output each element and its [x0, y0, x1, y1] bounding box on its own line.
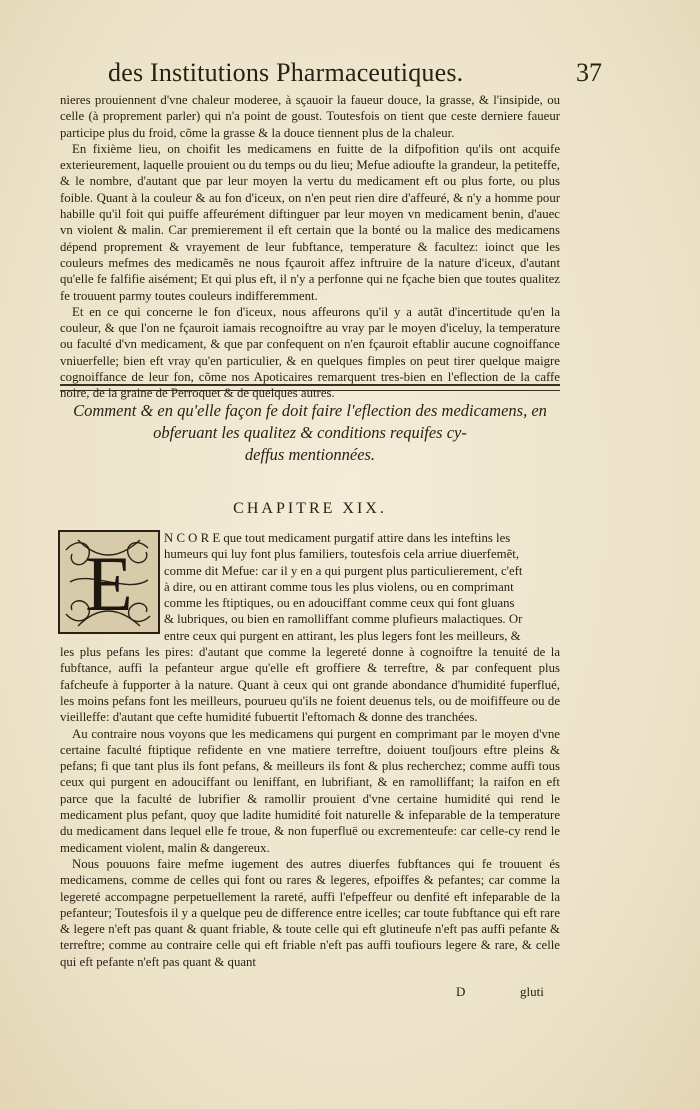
text-line: comme les ftiptiques, ou en adouciffant comme ceux qui font gluans [164, 596, 515, 611]
signature-mark: D [456, 984, 466, 999]
text-line: humeurs qui luy font plus familiers, toutesfois cela arriue diuerfemẽt, [164, 547, 520, 562]
heading-line: Comment & en qu'elle façon fe doit faire l'eflection des medicamens, en [73, 401, 547, 420]
text-line: à dire, ou en attirant comme tous les plus violens, ou en comprimant [164, 579, 514, 594]
running-title: des Institutions Pharmaceutiques. [108, 58, 464, 87]
dropcap-letter: E [85, 540, 133, 627]
text-line: & lubriques, ou bien en ramolliffant comme plufieurs malactiques. Or [164, 612, 523, 627]
page-number: 37 [576, 58, 602, 87]
catchword: gluti [520, 984, 544, 999]
paragraph: les plus pefans les pires: d'autant que comme la legereté donne à cognoiftre la tenuité de la fubftance, auffi la pefanteur argue qu'elle eft groffiere & terreftre, & par confequent plus fafcheufe à fupporter à la nature. Quant à ceux qui ont grande abondance d'humidité fuperflué, les moins pefans font les meilleurs, pourueu qu'ils ne foient deuenus tels, ou de moififfeure ou de vieilleffe: d'autant que cefte humidité fubuertit l'eftomach & donne des tranchées. [60, 645, 560, 725]
text-line: comme dit Mefue: car il y en a qui purgent plus particulierement, c'eft [164, 563, 523, 578]
double-rule [60, 384, 560, 391]
paragraph: En fixième lieu, on choifit les medicamens en fuitte de la difpofition qu'ils ont acquife exterieurement, laquelle prouient ou du temps ou du lieu; Mefue adioufte la grandeur, la petiteffe, & le nombre, d'autant que par leur moyen la vertu du medicament eft ou plus forte, ou plus foible. Quant à la couleur & au fon d'iceux, on n'en peut rien dire d'affeuré, & n'y a homme pour habille qu'il foit qui puiffe affeurément diftinguer par leur moyen vn medicament benin, d'auec vn violent & malin. Car premierement il eft certain que la bonté ou la malice des medicamens dépend proprement & vrayement de leur fubftance, temperature & facultez: ioinct que les couleurs mefmes des medicamẽs ne nous fçauroit affez inftruire de la nature d'iceux, d'autant qu'elle fe falfifie aisément; Et qui plus eft, il n'y a perfonne qui ne fçache bien que toutes qualitez fe trouuent parmy toutes couleurs indifferemment. [60, 141, 560, 303]
paragraph: Au contraire nous voyons que les medicamens qui purgent en comprimant par le moyen d'vne certaine faculté ftiptique refidente en vne matiere terreftre, doiuent touſjours eftre pleins & pefans; fi que tant plus ils font pefans, & meilleurs ils font & plus recherchez; comme auffi tous ceux qui purgent en adouciffant ou leniffant, en lubrifiant, & en ramolliffant; la raifon en eft parce que la faculté de lubrifier & ramollir prouient d'vne certaine humidité qui rend le medicament plus pefant, quoy que ladite humidité foit naturelle & infeparable de la temperature du medicament dans lequel elle fe troue, & non fuperfluë ou excrementeufe: car celle-cy rend le medicament violent, malin & dangereux. [60, 726, 560, 855]
text-line: N C O R E que tout medicament purgatif attire dans les inteftins les [164, 531, 511, 545]
intro-text [60, 92, 560, 402]
chapter-heading [60, 400, 560, 466]
heading-line: deffus mentionnées. [244, 445, 376, 464]
paragraph: nieres prouiennent d'vne chaleur moderee, à sçauoir la faueur douce, la grasse, & l'insipide, ou celle (à proprement parler) qui n'a point de goust. Toutesfois on tient que ceste derniere faueur participe plus du froid, cõme la grasse & la douce tiennent plus de la chaleur. [60, 93, 560, 140]
chapter-label: CHAPITRE XIX. [233, 500, 387, 517]
text-beside-initial [60, 530, 560, 644]
text-line: entre ceux qui purgent en attirant, les plus legers font les meilleurs, & [164, 628, 521, 643]
paragraph: Nous pouuons faire mefme iugement des autres diuerfes fubftances qui fe trouuent és medicamens, comme de celles qui font ou rares & legeres, efpoiffes & pefantes; car comme la legereté accompagne perpetuellement la rareté, auffi l'efpeffeur ou denfité eft infeparable de la pefanteur; Toutesfois il y a quelque peu de difference entre icelles; car toute fubftance qui eft rare & legere n'eft pas quant & quant friable, & toute celle qui eft glutineufe n'eft pas auffi pefante & terreftre; comme au contraire celle qui eft friable n'eft pas auffi toufiours legere & rare, & celle qui eft pefante n'eft pas quant & quant [60, 856, 560, 969]
heading-line: obferuant les qualitez & conditions requifes cy- [153, 423, 467, 442]
paragraph: Et en ce qui concerne le fon d'iceux, nous affeurons qu'il y a autãt d'incertitude qu'en la couleur, & que l'on ne fçauroit iamais recognoiftre au vray par le moyen d'iceluy, la temperature ou faculté d'vn medicament, & que par confequent on n'en fçauroit eftablir aucune cognoiffance vniuerfelle; bien eft vray qu'en particulier, & en quelques fimples on peut tirer quelque maigre cognoiffance de leur fon, cõme nos Apoticaires remarquent tres-bien en l'eflection de la caffe noire, de la graine de Perroquet & de quelques autres. [60, 304, 560, 401]
page-header [108, 58, 602, 92]
chapter-text [60, 530, 560, 970]
